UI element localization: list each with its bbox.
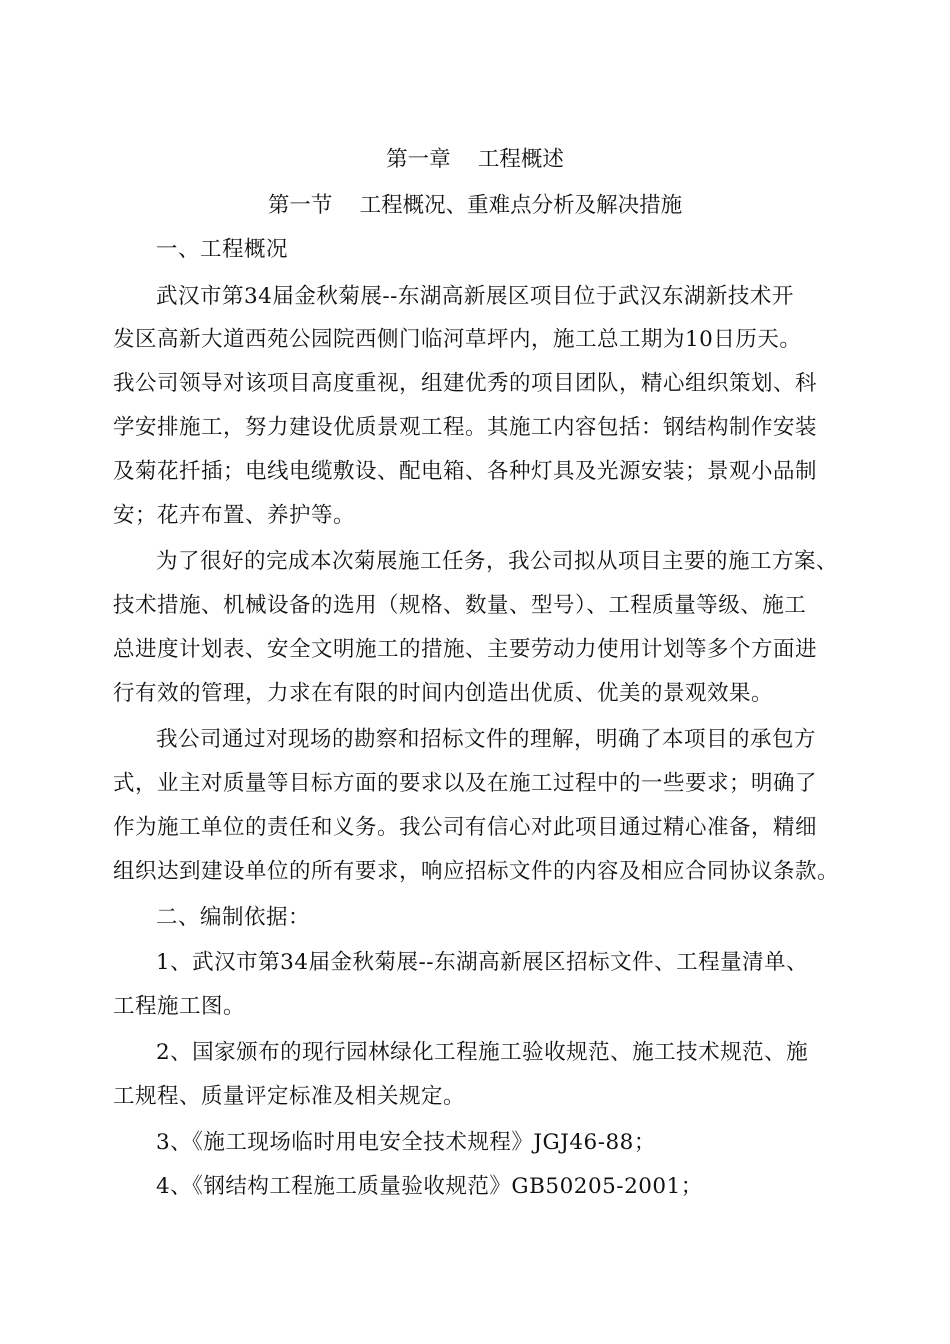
paragraph-2-line-4: 行有效的管理，力求在有限的时间内创造出优质、优美的景观效果。 xyxy=(113,681,774,706)
paragraph-1-line-2: 发区高新大道西苑公园院西侧门临河草坪内，施工总工期为10日历天。 xyxy=(113,327,802,352)
paragraph-2-line-1: 为了很好的完成本次菊展施工任务，我公司拟从项目主要的施工方案、 xyxy=(156,549,839,574)
paragraph-3-line-3: 作为施工单位的责任和义务。我公司有信心对此项目通过精心准备，精细 xyxy=(113,815,818,840)
paragraph-1-line-5: 及菊花扦插；电线电缆敷设、配电箱、各种灯具及光源安装；景观小品制 xyxy=(113,459,818,484)
paragraph-3-line-4: 组织达到建设单位的所有要求，响应招标文件的内容及相应合同协议条款。 xyxy=(113,859,840,884)
paragraph-1-line-6: 安；花卉布置、养护等。 xyxy=(113,503,356,528)
basis-item-2-line-2: 工规程、质量评定标准及相关规定。 xyxy=(113,1084,466,1109)
subheading-basis: 二、编制依据： xyxy=(156,905,311,930)
chapter-title: 第一章 工程概述 xyxy=(386,147,564,172)
basis-item-3: 3、《施工现场临时用电安全技术规程》JGJ46-88； xyxy=(156,1130,656,1155)
subheading-overview: 一、工程概况 xyxy=(156,237,289,262)
basis-item-4: 4、《钢结构工程施工质量验收规范》GB50205-2001； xyxy=(156,1174,703,1199)
basis-item-2-line-1: 2、国家颁布的现行园林绿化工程施工验收规范、施工技术规范、施 xyxy=(156,1040,809,1065)
basis-item-1-line-1: 1、武汉市第34届金秋菊展--东湖高新展区招标文件、工程量清单、 xyxy=(156,950,809,975)
basis-item-1-line-2: 工程施工图。 xyxy=(113,994,246,1019)
paragraph-1-line-3: 我公司领导对该项目高度重视，组建优秀的项目团队，精心组织策划、科 xyxy=(113,371,818,396)
paragraph-1-line-1: 武汉市第34届金秋菊展--东湖高新展区项目位于武汉东湖新技术开 xyxy=(156,284,794,309)
section-title: 第一节 工程概况、重难点分析及解决措施 xyxy=(267,193,683,218)
paragraph-3-line-2: 式，业主对质量等目标方面的要求以及在施工过程中的一些要求；明确了 xyxy=(113,771,818,796)
paragraph-2-line-3: 总进度计划表、安全文明施工的措施、主要劳动力使用计划等多个方面进 xyxy=(113,637,818,662)
paragraph-2-line-2: 技术措施、机械设备的选用（规格、数量、型号）、工程质量等级、施工 xyxy=(113,593,807,618)
paragraph-1-line-4: 学安排施工，努力建设优质景观工程。其施工内容包括：钢结构制作安装 xyxy=(113,415,818,440)
paragraph-3-line-1: 我公司通过对现场的勘察和招标文件的理解，明确了本项目的承包方 xyxy=(156,727,817,752)
